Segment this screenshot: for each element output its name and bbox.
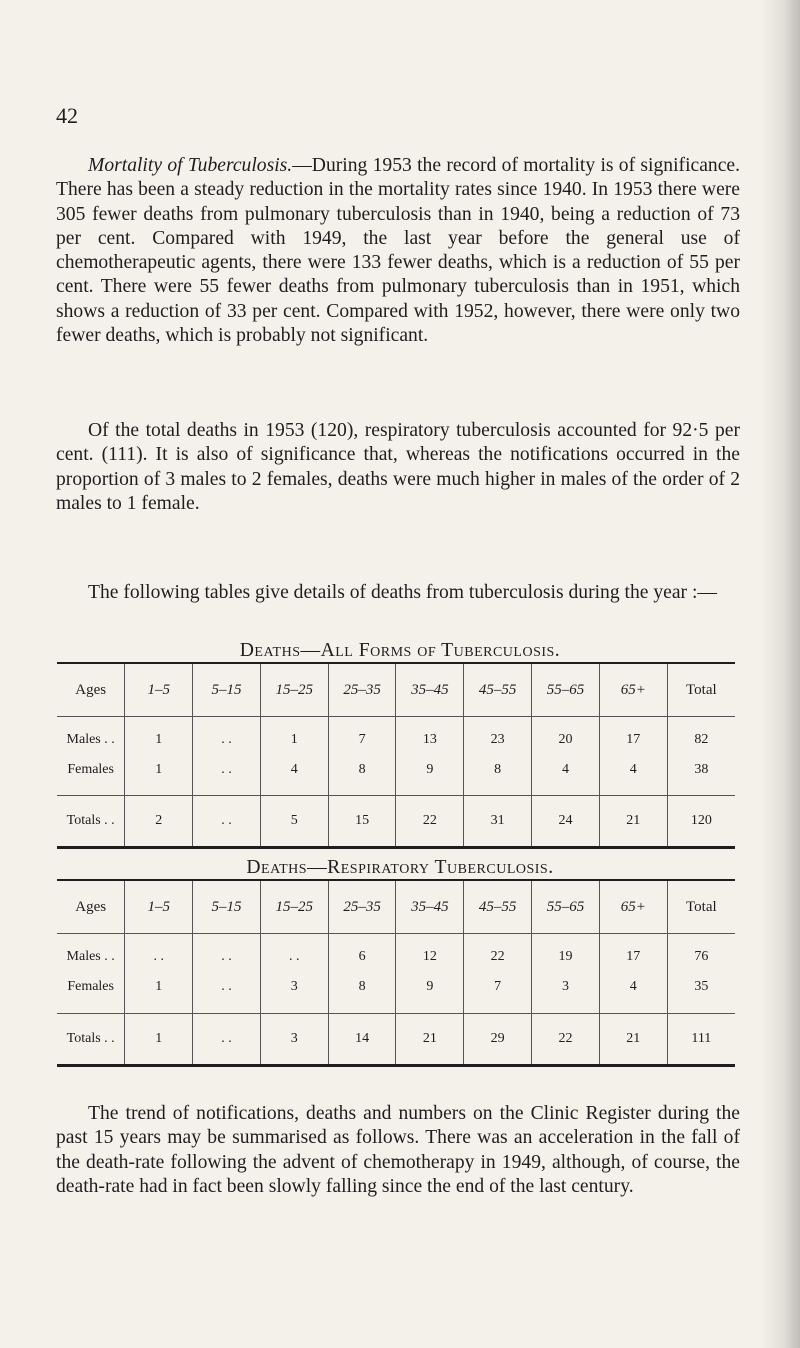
table-cell: 21 [396,1013,464,1065]
table-cell: . . [193,934,261,973]
table-cell: 4 [532,755,600,796]
table-cell: 22 [532,1013,600,1065]
table-cell: 3 [260,972,328,1013]
table-cell: 4 [260,755,328,796]
table-cell: 7 [464,972,532,1013]
row-label: Totals . . [57,1013,125,1065]
table-cell: 111 [667,1013,735,1065]
table-cell: . . [193,972,261,1013]
table-cell: 21 [599,1013,667,1065]
paragraph-tables-intro: The following tables give details of deaths from tuberculosis during the year :— [88,582,718,603]
row-label: Totals . . [57,796,125,848]
table-cell: 13 [396,717,464,756]
row-label: Males . . [66,949,115,965]
header-cell: 15–25 [260,880,328,934]
paragraph-trend: The trend of notifications, deaths and numbers on the Clinic Register during the past 15 years may be summarised as follows. There was an acceleration in the fall of the death-rate following the advent of chemotherapy in 1949, although, of course, the death-rate had in fact been slowly falling since the end of the last century. [56,1103,740,1197]
header-cell: 35–45 [396,880,464,934]
header-cell: 55–65 [532,663,600,717]
table-cell: 82 [667,717,735,756]
table-cell: 38 [667,755,735,796]
page-number: 42 [56,103,78,128]
table-cell: 22 [396,796,464,848]
table-cell: 1 [260,717,328,756]
table-cell: 7 [328,717,396,756]
table-cell: 24 [532,796,600,848]
table-cell: . . [193,1013,261,1065]
row-label: Females [67,762,114,777]
table-totals-row [57,796,735,848]
table-cell: 19 [532,934,600,973]
header-cell: Ages [57,663,125,717]
header-cell: 65+ [599,880,667,934]
table-cell: . . [193,796,261,848]
table-cell: 17 [599,717,667,756]
table-cell: 1 [125,755,193,796]
table-totals-row [57,1013,735,1065]
header-cell: 5–15 [193,880,261,934]
page-edge-shadow [760,0,800,1348]
header-cell: 5–15 [193,663,261,717]
table-cell: 8 [328,972,396,1013]
table-row [57,755,735,796]
header-cell: 1–5 [125,663,193,717]
table-cell: 1 [125,1013,193,1065]
paragraph-mortality-text: —During 1953 the record of mortality is of significance. There has been a steady reduction in the mortality rates since 1940. In 1953 there were 305 fewer deaths from pulmonary tuberculosis than in 1940, being a reduction of 73 per cent. Compared with 1949, the last year before the general use of chemotherapeutic agents, there were 133 fewer deaths, which is a reduction of 55 per cent. There were 55 fewer deaths from pulmonary tuberculosis than in 1951, which shows a reduction of 33 per cent. Compared with 1952, however, there were only two fewer deaths, which is probably not significant. [56,155,740,347]
table-row [57,972,735,1013]
header-cell: 25–35 [328,663,396,717]
header-cell: 1–5 [125,880,193,934]
table-cell: 29 [464,1013,532,1065]
table-cell: 9 [396,755,464,796]
table-cell: . . [193,717,261,756]
header-cell: Ages [57,880,125,934]
header-cell: 15–25 [260,663,328,717]
table-cell: 1 [125,972,193,1013]
table-cell: 3 [532,972,600,1013]
table-cell: 8 [328,755,396,796]
header-cell: 45–55 [464,880,532,934]
table-row [57,934,735,973]
table-cell: 17 [599,934,667,973]
table-cell: 14 [328,1013,396,1065]
table-cell: 4 [599,755,667,796]
table-respiratory-title: Deaths—Respiratory Tuberculosis. [246,857,554,878]
table-cell: 35 [667,972,735,1013]
table-cell: 23 [464,717,532,756]
table-cell: 8 [464,755,532,796]
table-header-row [57,880,735,934]
table-cell: . . [125,934,193,973]
table-all-forms-title: Deaths—All Forms of Tuberculosis. [239,640,561,661]
table-cell: 4 [599,972,667,1013]
table-cell: 76 [667,934,735,973]
paragraph-respiratory-share: Of the total deaths in 1953 (120), respiratory tuberculosis accounted for 92·5 per cent. (111). It is also of significance that, whereas the notifications occurred in the proportion of 3 males to 2 females, deaths were much higher in males of the order of 2 males to 1 female. [56,420,740,514]
table-cell: 21 [599,796,667,848]
table-cell: 3 [260,1013,328,1065]
table-all-forms [57,662,735,849]
table-respiratory [57,879,735,1067]
table-cell: 22 [464,934,532,973]
table-cell: . . [193,755,261,796]
table-header-row [57,663,735,717]
table-cell: . . [260,934,328,973]
header-cell: 25–35 [328,880,396,934]
table-cell: 1 [125,717,193,756]
row-label: Males . . [66,732,115,747]
header-cell: 65+ [599,663,667,717]
header-cell: 35–45 [396,663,464,717]
header-cell: Total [667,880,735,934]
table-cell: 20 [532,717,600,756]
table-cell: 120 [667,796,735,848]
table-cell: 5 [260,796,328,848]
table-cell: 15 [328,796,396,848]
paragraph-mortality [56,154,740,348]
header-cell: 55–65 [532,880,600,934]
table-cell: 9 [396,972,464,1013]
table-cell: 6 [328,934,396,973]
table-cell: 31 [464,796,532,848]
row-label: Females [67,979,114,995]
paragraph-lead-heading: Mortality of Tuberculosis. [88,155,293,176]
header-cell: Total [667,663,735,717]
header-cell: 45–55 [464,663,532,717]
table-row [57,717,735,756]
table-cell: 12 [396,934,464,973]
table-cell: 2 [125,796,193,848]
